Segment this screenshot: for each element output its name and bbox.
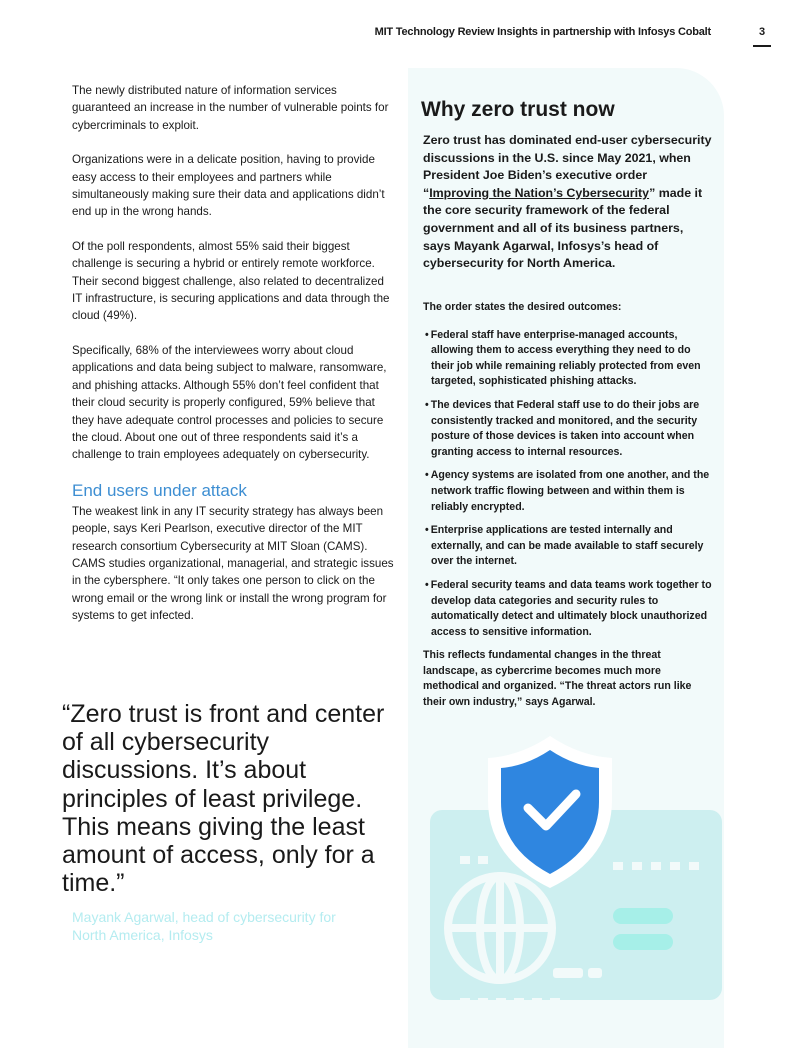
list-item: • Federal security teams and data teams work together to develop data categories and security rules to automatically detect and ultimately block unauthorized access to sensitive information. (423, 578, 715, 640)
card-pill (613, 908, 673, 924)
list-item: • Agency systems are isolated from one another, and the network traffic flowing between and within them is reliably encrypted. (423, 468, 715, 515)
body-paragraph: Of the poll respondents, almost 55% said their biggest challenge is securing a hybrid or entirely remote workforce. Their second biggest challenge, also related to decentralized IT infrastructure, is securing applications and data through the cloud (49%). (72, 239, 390, 323)
page-number-rule (753, 45, 771, 47)
card-slot (553, 968, 583, 978)
pull-quote-attribution: Mayank Agarwal, head of cybersecurity for North America, Infosys (72, 909, 336, 943)
card-dot (651, 862, 661, 870)
section-heading: End users under attack (72, 480, 247, 500)
sidebar-body (423, 300, 715, 723)
card-dot (460, 856, 470, 864)
card-dot (478, 856, 488, 864)
lead-text: ” made it the core security framework of the federal government and all of its business partners, says Mayank Agarwal, Infosys’s head of cybersecurity for North America. (423, 185, 703, 271)
sidebar-panel (408, 68, 724, 1048)
outcomes-list (423, 328, 715, 641)
globe-icon (448, 876, 552, 980)
executive-order-link[interactable]: Improving the Nation’s Cybersecurity (429, 185, 650, 200)
sidebar-title: Why zero trust now (421, 98, 615, 121)
body-paragraph: The weakest link in any IT security strategy has always been people, says Keri Pearlson, executive director of the MIT research consortium Cybersecurity at MIT Sloan (CAMS). CAMS studies organizational, managerial, and strategic issues in the cybersphere. “It only takes one person to click on the wrong email or the wrong link or install the wrong program for systems to get infected. (72, 504, 394, 623)
left-column (72, 82, 394, 642)
card-pill (613, 934, 673, 950)
sidebar-intro: The order states the desired outcomes: (423, 301, 622, 313)
page-header (0, 24, 771, 48)
header-title: MIT Technology Review Insights in partnership with Infosys Cobalt (374, 26, 711, 38)
pull-quote: “Zero trust is front and center of all cybersecurity discussions. It’s about principles of least privilege. This means giving the least amount of access, only for a time.” (62, 700, 385, 898)
page-number: 3 (759, 26, 765, 38)
card-dot (632, 862, 642, 870)
card-slot (588, 968, 602, 978)
sidebar-closing: This reflects fundamental changes in the threat landscape, as cybercrime becomes much more methodical and organized. “The threat actors run like their own industry,” says Agarwal. (423, 649, 692, 709)
card-dot (613, 862, 623, 870)
list-item: • Federal staff have enterprise-managed accounts, allowing them to access everything they need to do their job while remaining reliably protected from even targeted, sophisticated phishing attacks. (423, 328, 715, 390)
lead-text: Zero trust has dominated end-user cybersecurity discussions in the U.S. since May 2021, when President Joe Biden’s executive order “ (423, 133, 712, 200)
security-illustration (408, 728, 724, 1048)
list-item: • The devices that Federal staff use to do their jobs are consistently tracked and monitored, and the security posture of those devices is taken into account when granting access to internal resources. (423, 398, 715, 460)
body-paragraph: Specifically, 68% of the interviewees worry about cloud applications and data being subject to malware, ransomware, and phishing attacks. Although 55% don’t feel confident that their cloud security is properly configured, 59% believe that they have adequate control processes and policies to secure the cloud. About one out of three respondents said it’s a challenge to train employees adequately on cybersecurity. (72, 343, 387, 462)
card-dot (689, 862, 699, 870)
body-paragraph: The newly distributed nature of information services guaranteed an increase in the number of vulnerable points for cybercriminals to exploit. (72, 84, 389, 132)
card-dot (670, 862, 680, 870)
list-item: • Enterprise applications are tested internally and externally, and can be made available to staff securely over the internet. (423, 523, 715, 570)
sidebar-lead (423, 132, 713, 273)
body-paragraph: Organizations were in a delicate position, having to provide easy access to their employees and partners while simultaneously making sure their data and applications didn’t end up in the wrong hands. (72, 153, 385, 219)
